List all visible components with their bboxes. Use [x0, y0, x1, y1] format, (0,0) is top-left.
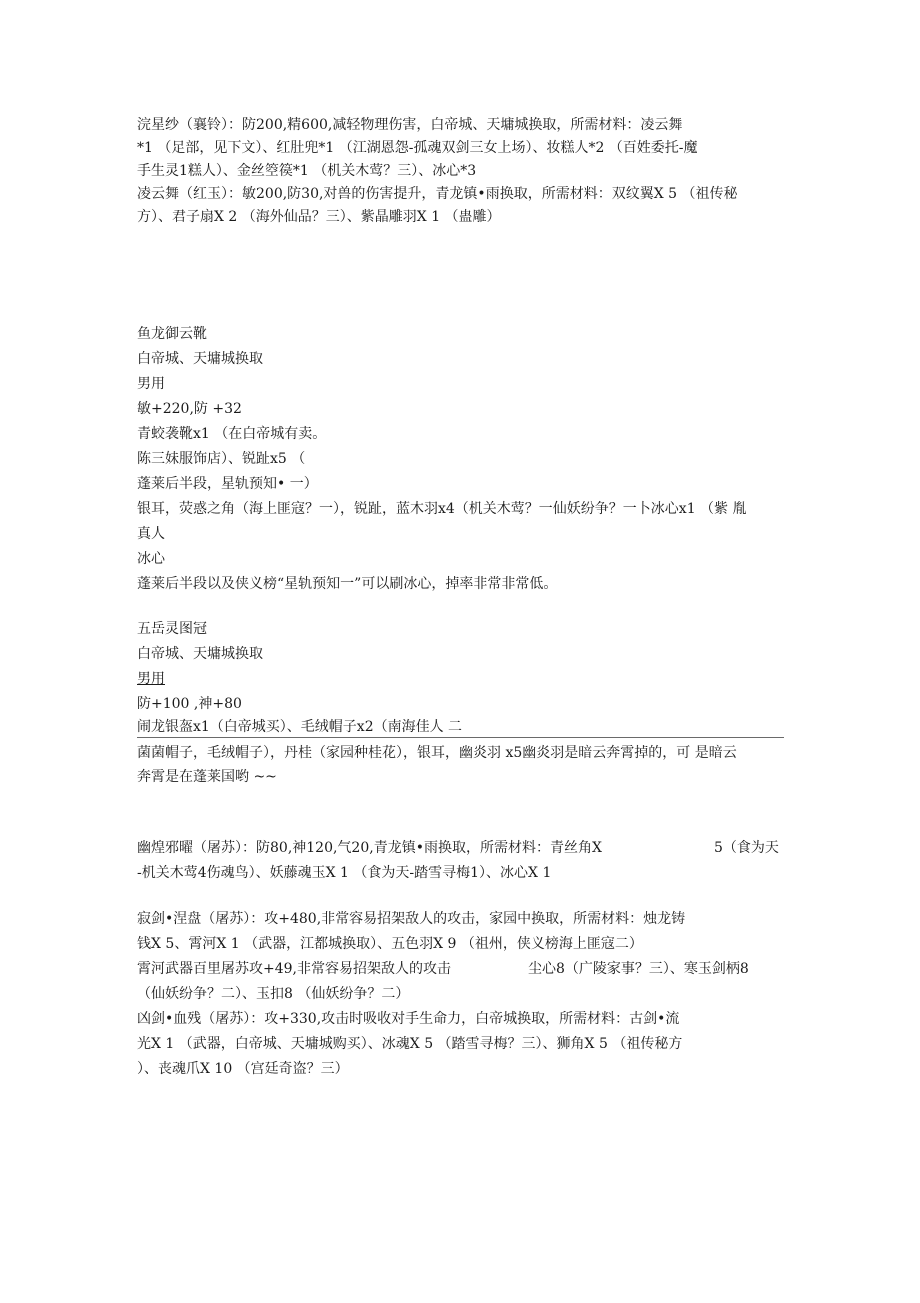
yulong-material-1: 青蛟袭靴x1 （在白帝城有卖。	[137, 426, 327, 442]
yulong-gender: 男用	[137, 376, 165, 392]
youhuang-line-1: 幽煌邪曜（屠苏）：防80,神120,气20,青龙镇•雨换取，所需材料：青丝角X	[137, 840, 602, 856]
yulong-material-5: 真人	[137, 526, 165, 542]
liuxingsha-line-2: *1 （足部，见下文）、红肚兜*1 （江湖恩怨-孤魂双剑三女上场）、妆糕人*2 （百姓委托-魔	[137, 140, 698, 156]
liuxingsha-line-3: 手生灵1糕人）、金丝箜篌*1 （机关木莺？三）、冰心*3	[137, 163, 477, 179]
jijian-line-1: 寂剑•涅盘（屠苏）：攻+480,非常容易招架敌人的攻击，家园中换取，所需材料：烛龙铸	[137, 911, 686, 927]
yulong-note: 蓬莱后半段以及侠义榜“星轨预知一”可以刷冰心，掉率非常非常低。	[137, 576, 558, 592]
xiongjian-line-3: ）、丧魂爪X 10 （宫廷奇盗？三）	[137, 1061, 349, 1077]
xiaohe-line-1: 霄河武器百里屠苏攻+49,非常容易招架敌人的攻击	[137, 961, 451, 977]
yulong-material-2: 陈三妹服饰店）、锐趾x5 （	[137, 451, 306, 467]
wuyue-material-2: 菌菌帽子，毛绒帽子），丹桂（家园种桂花），银耳，幽炎羽 x5幽炎羽是暗云奔霄掉的，可 是暗云	[137, 745, 737, 761]
xiongjian-line-2: 光X 1 （武器，白帝城、天墉城购买）、冰魂X 5 （踏雪寻梅？三）、狮角X 5 （祖传秘方	[137, 1036, 683, 1052]
liuxingsha-line-1: 浣星纱（襄铃）：防200,精600,减轻物理伤害，白帝城、天墉城换取，所需材料：凌云舞	[137, 117, 683, 133]
wuyue-material-1: 闹龙银盔x1（白帝城买）、毛绒帽子x2（南海佳人 二	[137, 719, 463, 735]
wuyue-material-3: 奔霄是在蓬莱国哟 ~~	[137, 769, 277, 785]
wuyue-source: 白帝城、天墉城换取	[137, 646, 263, 662]
youhuang-line-1-tail: 5（食为天	[714, 840, 779, 856]
lingyunwu-line-1: 凌云舞（红玉）：敏200,防30,对兽的伤害提升，青龙镇•雨换取，所需材料：双纹翼X 5 （祖传秘	[137, 186, 738, 202]
xiaohe-line-1-tail: 尘心8（广陵家事？三）、寒玉剑柄8	[528, 961, 749, 977]
xiongjian-line-1: 凶剑•血残（屠苏）：攻+330,攻击时吸收对手生命力，白帝城换取，所需材料：古剑•流	[137, 1011, 680, 1027]
xiaohe-line-2: （仙妖纷争？二）、玉扣8 （仙妖纷争？二）	[137, 986, 410, 1002]
wuyue-stats: 防+100 ,神+80	[137, 696, 242, 712]
yulong-material-3: 蓬莱后半段，星轨预知• 一）	[137, 476, 318, 492]
horizontal-rule	[137, 737, 784, 738]
yulong-title: 鱼龙御云靴	[137, 326, 207, 342]
wuyue-title: 五岳灵图冠	[137, 621, 207, 637]
yulong-source: 白帝城、天墉城换取	[137, 351, 263, 367]
yulong-material-4: 银耳，荧惑之角（海上匪寇？一），锐趾，蓝木羽x4（机关木莺？一仙妖纷争？一卜冰心x1 （紫 胤	[137, 501, 747, 517]
lingyunwu-line-2: 方）、君子扇X 2 （海外仙品？三）、紫晶雕羽X 1 （蛊雕）	[137, 209, 501, 225]
yulong-stats: 敏+220,防 +32	[137, 401, 242, 417]
jijian-line-2: 钱X 5、霄河X 1 （武器，江都城换取）、五色羽X 9 （祖州，侠义榜海上匪寇二）	[137, 936, 643, 952]
wuyue-gender: 男用	[137, 671, 165, 687]
youhuang-line-2: -机关木莺4伤魂鸟）、妖藤魂玉X 1 （食为天-踏雪寻梅1）、冰心X 1	[137, 865, 552, 881]
yulong-material-6: 冰心	[137, 551, 165, 567]
